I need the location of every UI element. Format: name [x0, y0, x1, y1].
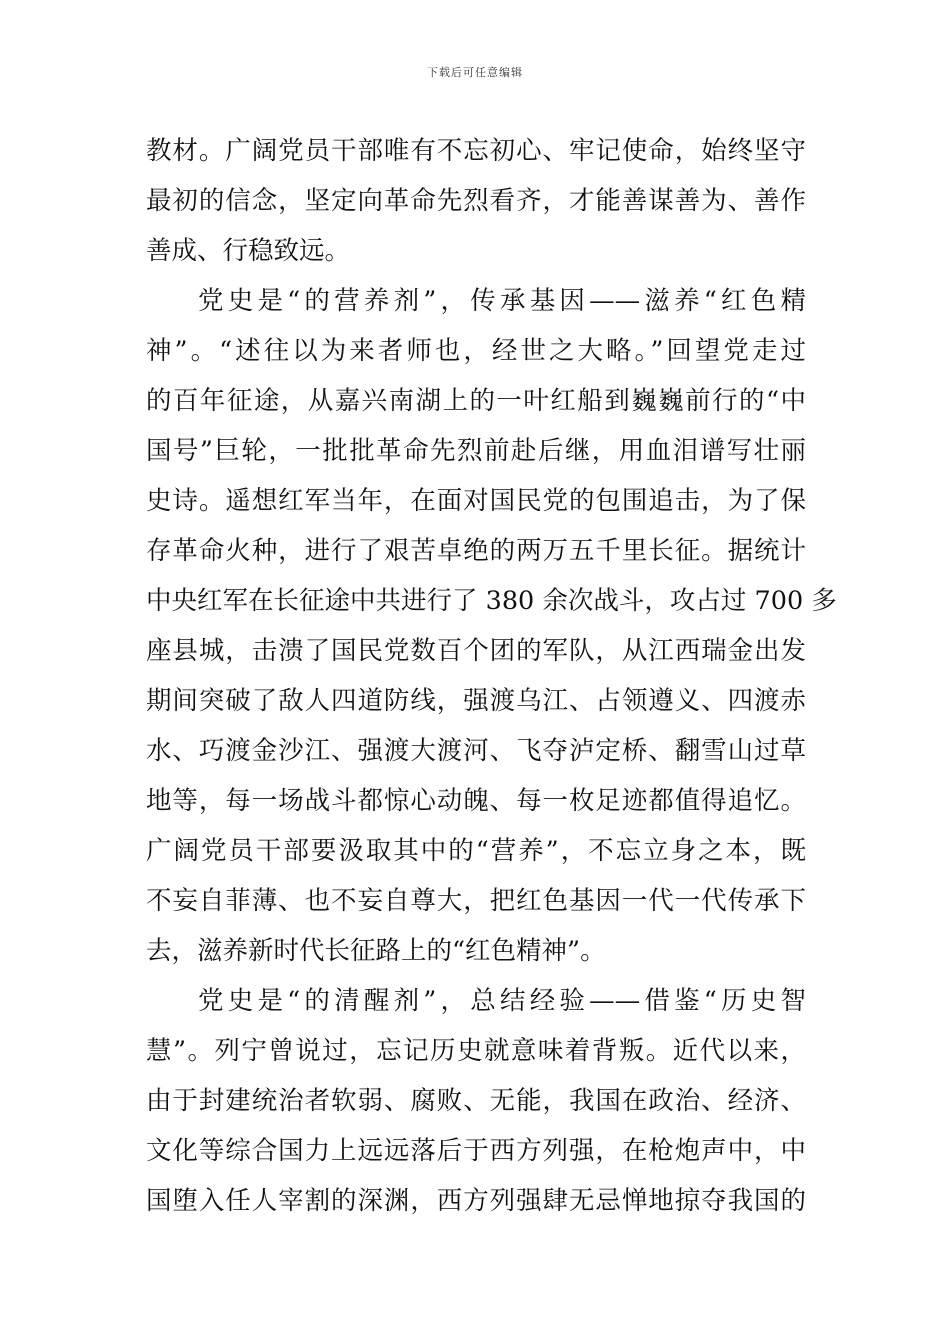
text-line: 不妄自菲薄、也不妄自尊大，把红色基因一代一代传承下	[146, 886, 806, 916]
text-line: 文化等综合国力上远远落后于西方列强，在枪炮声中，中	[146, 1136, 806, 1166]
text-line: 的百年征途，从嘉兴南湖上的一叶红船到巍巍前行的“中	[146, 386, 806, 416]
text-line: 期间突破了敌人四道防线，强渡乌江、占领遵义、四渡赤	[146, 686, 806, 716]
text-line: 史诗。遥想红军当年，在面对国民党的包围追击，为了保	[146, 486, 806, 516]
document-body	[146, 126, 837, 1226]
paragraph-first-line: 党史是“的清醒剂”，总结经验——借鉴“历史智	[198, 986, 806, 1016]
text-line: 广阔党员干部要汲取其中的“营养”，不忘立身之本，既	[146, 836, 806, 866]
text-line: 去，滋养新时代长征路上的“红色精神”。	[146, 936, 606, 966]
text-line: 中央红军在长征途中共进行了 380 余次战斗，攻占过 700 多	[146, 586, 837, 616]
text-line: 由于封建统治者软弱、腐败、无能，我国在政治、经济、	[146, 1086, 806, 1116]
text-line: 教材。广阔党员干部唯有不忘初心、牢记使命，始终坚守	[146, 136, 806, 166]
text-line: 存革命火种，进行了艰苦卓绝的两万五千里长征。据统计	[146, 536, 806, 566]
text-line: 地等，每一场战斗都惊心动魄、每一枚足迹都值得追忆。	[146, 786, 806, 816]
paragraph-first-line: 党史是“的营养剂”，传承基因——滋养“红色精	[198, 286, 806, 316]
text-line: 国堕入任人宰割的深渊，西方列强肆无忌惮地掠夺我国的	[146, 1186, 806, 1216]
page-header-note: 下载后可任意编辑	[427, 66, 523, 79]
text-line: 善成、行稳致远。	[146, 236, 351, 266]
text-line: 神”。“述往以为来者师也，经世之大略。”回望党走过	[146, 336, 806, 366]
text-line: 水、巧渡金沙江、强渡大渡河、飞夺泸定桥、翻雪山过草	[146, 736, 806, 766]
text-line: 最初的信念，坚定向革命先烈看齐，才能善谋善为、善作	[146, 186, 806, 216]
text-line: 座县城，击溃了国民党数百个团的军队，从江西瑞金出发	[146, 636, 806, 666]
text-line: 国号”巨轮，一批批革命先烈前赴后继，用血泪谱写壮丽	[146, 436, 806, 466]
text-line: 慧”。列宁曾说过，忘记历史就意味着背叛。近代以来，	[146, 1036, 806, 1066]
